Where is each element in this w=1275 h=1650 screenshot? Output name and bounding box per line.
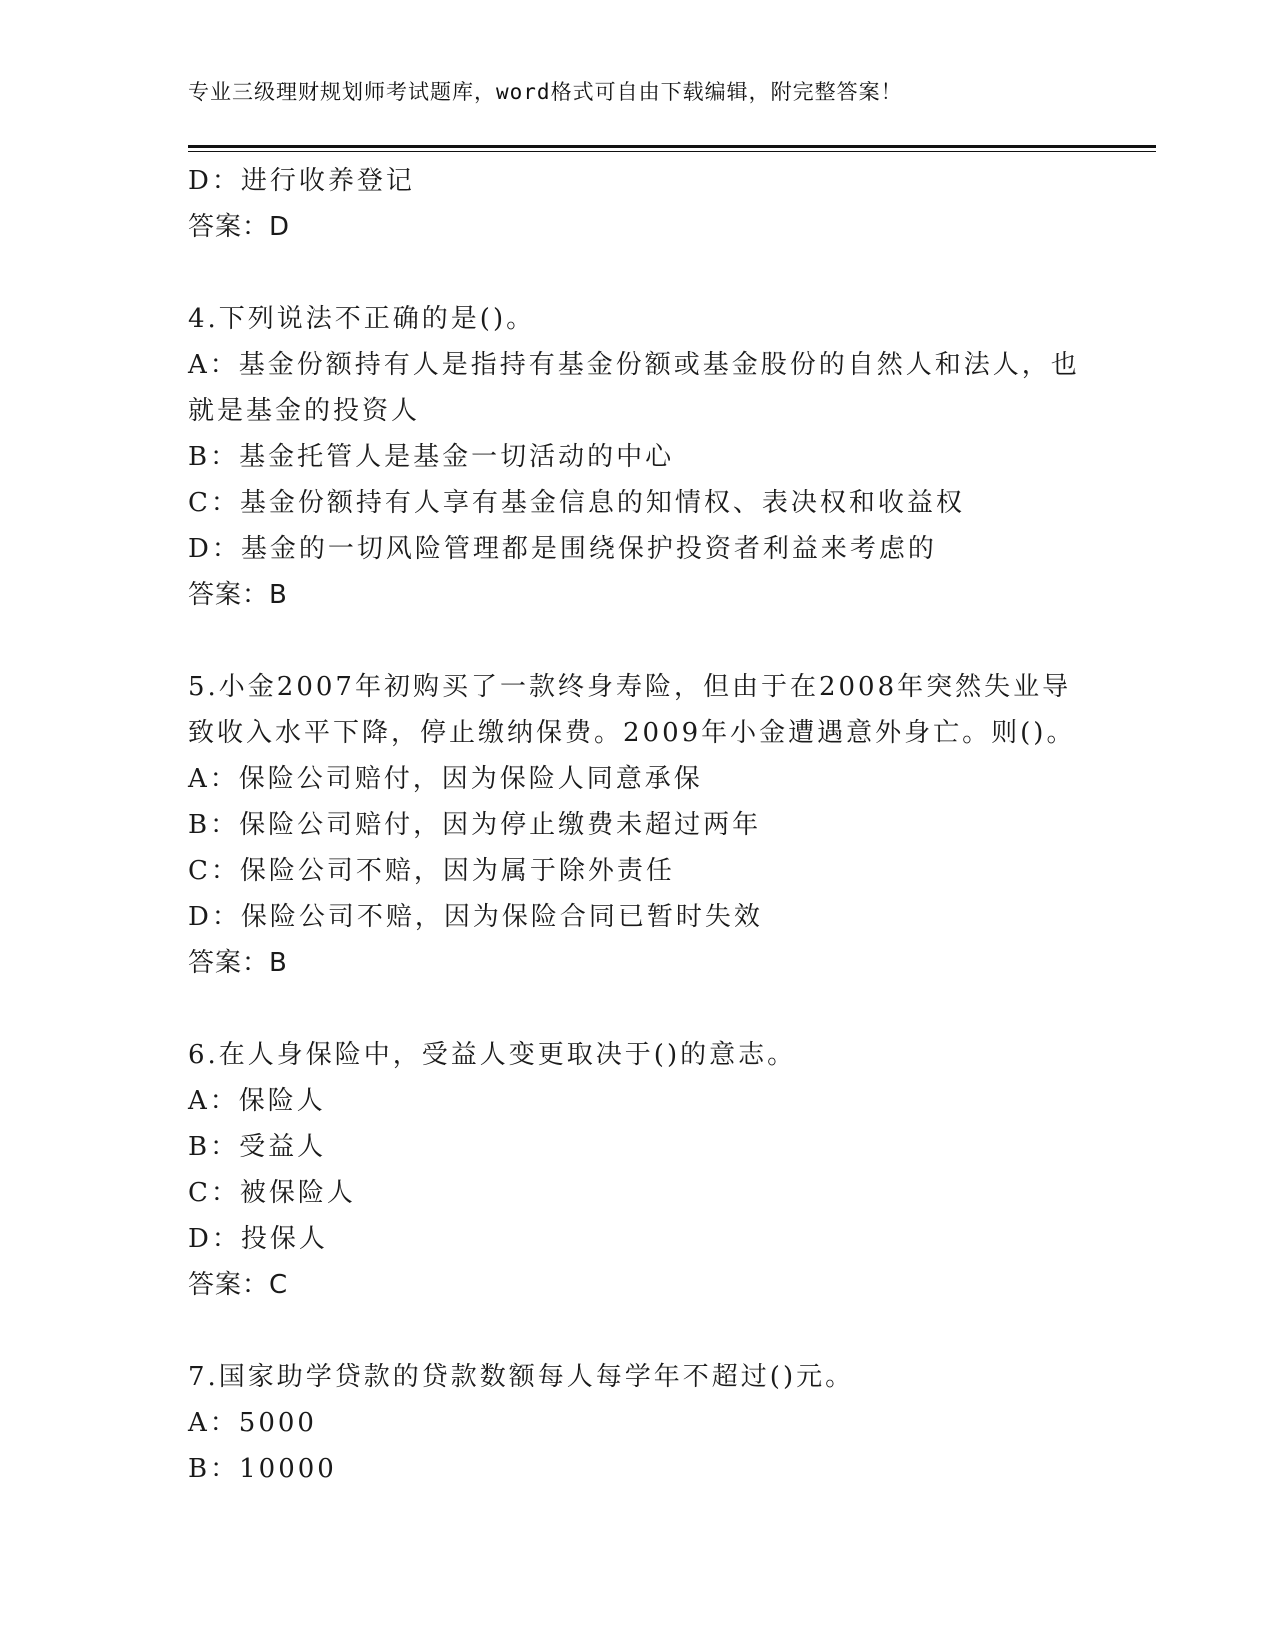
spacer [188,986,1088,1032]
question-6-stem: 6.在人身保险中，受益人变更取决于()的意志。 [188,1040,797,1070]
question-7-stem: 7.国家助学贷款的贷款数额每人每学年不超过()元。 [188,1362,855,1392]
question-4-option-a: A：基金份额持有人是指持有基金份额或基金股份的自然人和法人，也 [188,350,1080,380]
answer-line: 答案：D [188,212,291,242]
question-6-option-a: A：保险人 [188,1086,326,1116]
question-4-option-d: D：基金的一切风险管理都是围绕保护投资者利益来考虑的 [188,534,937,564]
question-5-option-d: D：保险公司不赔，因为保险合同已暂时失效 [188,902,763,932]
header-rule-thick [188,145,1156,148]
question-6-answer: 答案：C [188,1270,289,1300]
question-6-option-b: B：受益人 [188,1132,327,1162]
page-header-text: 专业三级理财规划师考试题库，word格式可自由下载编辑，附完整答案！ [188,80,903,104]
question-5-stem: 5.小金2007年初购买了一款终身寿险，但由于在2008年突然失业导 [188,672,1072,702]
document-body [188,158,1088,1492]
question-4-option-c: C：基金份额持有人享有基金信息的知情权、表决权和收益权 [188,488,965,518]
question-5-answer: 答案：B [188,948,288,978]
spacer [188,618,1088,664]
question-4-option-b: B：基金托管人是基金一切活动的中心 [188,442,675,472]
question-5-stem-cont: 致收入水平下降，停止缴纳保费。2009年小金遭遇意外身亡。则()。 [188,718,1076,748]
header-rule-thin [188,151,1156,152]
question-5-option-c: C：保险公司不赔，因为属于除外责任 [188,856,675,886]
spacer [188,250,1088,296]
question-7-option-b: B：10000 [188,1454,337,1484]
question-4-option-a-cont: 就是基金的投资人 [188,396,421,426]
question-5-option-b: B：保险公司赔付，因为停止缴费未超过两年 [188,810,762,840]
question-6-option-d: D：投保人 [188,1224,328,1254]
question-4-answer: 答案：B [188,580,288,610]
question-6-option-c: C：被保险人 [188,1178,356,1208]
spacer [188,1308,1088,1354]
question-4-stem: 4.下列说法不正确的是()。 [188,304,536,334]
question-5-option-a: A：保险公司赔付，因为保险人同意承保 [188,764,703,794]
option-d: D：进行收养登记 [188,166,415,196]
question-7-option-a: A：5000 [188,1408,317,1438]
